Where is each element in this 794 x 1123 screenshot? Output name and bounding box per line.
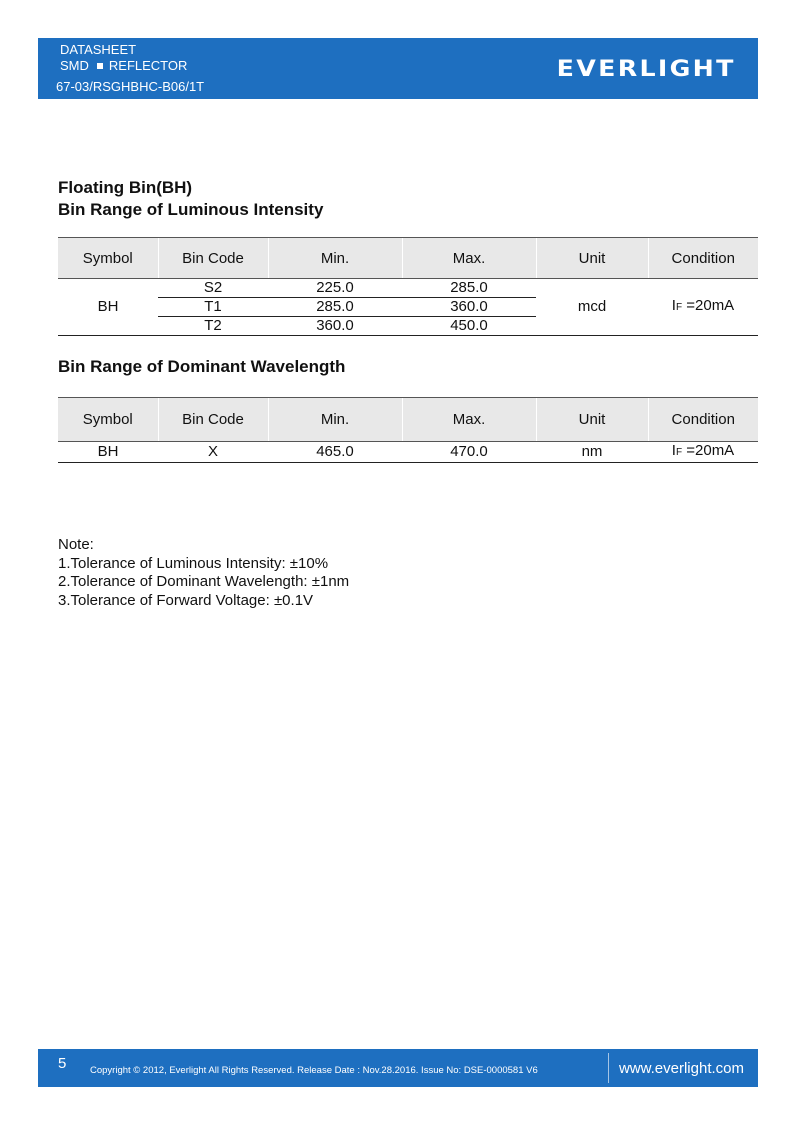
cond-subscript: F (675, 302, 683, 313)
header-symbol: Symbol (58, 398, 158, 442)
category-smd: SMD (60, 58, 89, 73)
table-header-row (58, 238, 758, 279)
cell-condition (648, 442, 758, 463)
table-row (58, 279, 758, 298)
header-condition: Condition (648, 238, 758, 279)
header-min: Min. (268, 398, 402, 442)
cond-symbol: I (671, 442, 676, 459)
cond-value: =20mA (682, 442, 735, 459)
luminous-intensity-table (58, 237, 758, 336)
header-max: Max. (402, 238, 536, 279)
note-item: 3.Tolerance of Forward Voltage: ±0.1V (58, 591, 314, 609)
section-title-floating-bin: Floating Bin(BH) (58, 178, 193, 197)
cell-max: 285.0 (402, 279, 536, 298)
cell-min: 225.0 (268, 279, 402, 298)
product-category (60, 59, 187, 73)
square-bullet-icon (97, 63, 103, 69)
page-number: 5 (58, 1055, 67, 1072)
footer-divider (608, 1053, 609, 1083)
cell-min: 360.0 (268, 317, 402, 336)
note-item: 2.Tolerance of Dominant Wavelength: ±1nm (58, 573, 350, 590)
website-link[interactable]: www.everlight.com (618, 1060, 744, 1077)
cond-value: =20mA (682, 297, 735, 314)
cell-max: 450.0 (402, 317, 536, 336)
cell-bin-code: X (158, 442, 268, 463)
page-footer (38, 1049, 758, 1087)
cell-symbol: BH (58, 279, 158, 336)
cell-max: 470.0 (402, 442, 536, 463)
page-header (38, 38, 758, 99)
notes-block (58, 536, 349, 610)
header-unit: Unit (536, 398, 648, 442)
table-row (58, 442, 758, 463)
cell-max: 360.0 (402, 298, 536, 317)
note-item: 1.Tolerance of Luminous Intensity: ±10% (58, 554, 329, 572)
cell-bin-code: T1 (158, 298, 268, 317)
header-condition: Condition (648, 398, 758, 442)
doc-type: DATASHEET (60, 42, 137, 57)
cell-unit: nm (536, 442, 648, 463)
note-title: Note: (58, 536, 94, 553)
cell-unit: mcd (536, 279, 648, 336)
cond-subscript: F (675, 447, 683, 458)
everlight-logo: EVERLIGHT (556, 57, 736, 82)
dominant-wavelength-table (58, 397, 758, 463)
table-header-row (58, 398, 758, 442)
cell-min: 465.0 (268, 442, 402, 463)
cond-symbol: I (671, 297, 676, 314)
cell-bin-code: S2 (158, 279, 268, 298)
header-min: Min. (268, 238, 402, 279)
part-number: 67-03/RSGHBHC-B06/1T (56, 79, 205, 94)
header-symbol: Symbol (58, 238, 158, 279)
copyright-text: Copyright © 2012, Everlight All Rights Reserved. Release Date : Nov.28.2016. Issue No: DSE-0000581 V6 (90, 1065, 538, 1076)
header-bin-code: Bin Code (158, 238, 268, 279)
header-unit: Unit (536, 238, 648, 279)
category-reflector: REFLECTOR (108, 58, 188, 73)
cell-min: 285.0 (268, 298, 402, 317)
cell-condition (648, 279, 758, 336)
cell-symbol: BH (58, 442, 158, 463)
section-title-luminous-intensity: Bin Range of Luminous Intensity (58, 200, 324, 219)
cell-bin-code: T2 (158, 317, 268, 336)
section-title-dominant-wavelength: Bin Range of Dominant Wavelength (58, 357, 346, 376)
header-bin-code: Bin Code (158, 398, 268, 442)
header-max: Max. (402, 398, 536, 442)
